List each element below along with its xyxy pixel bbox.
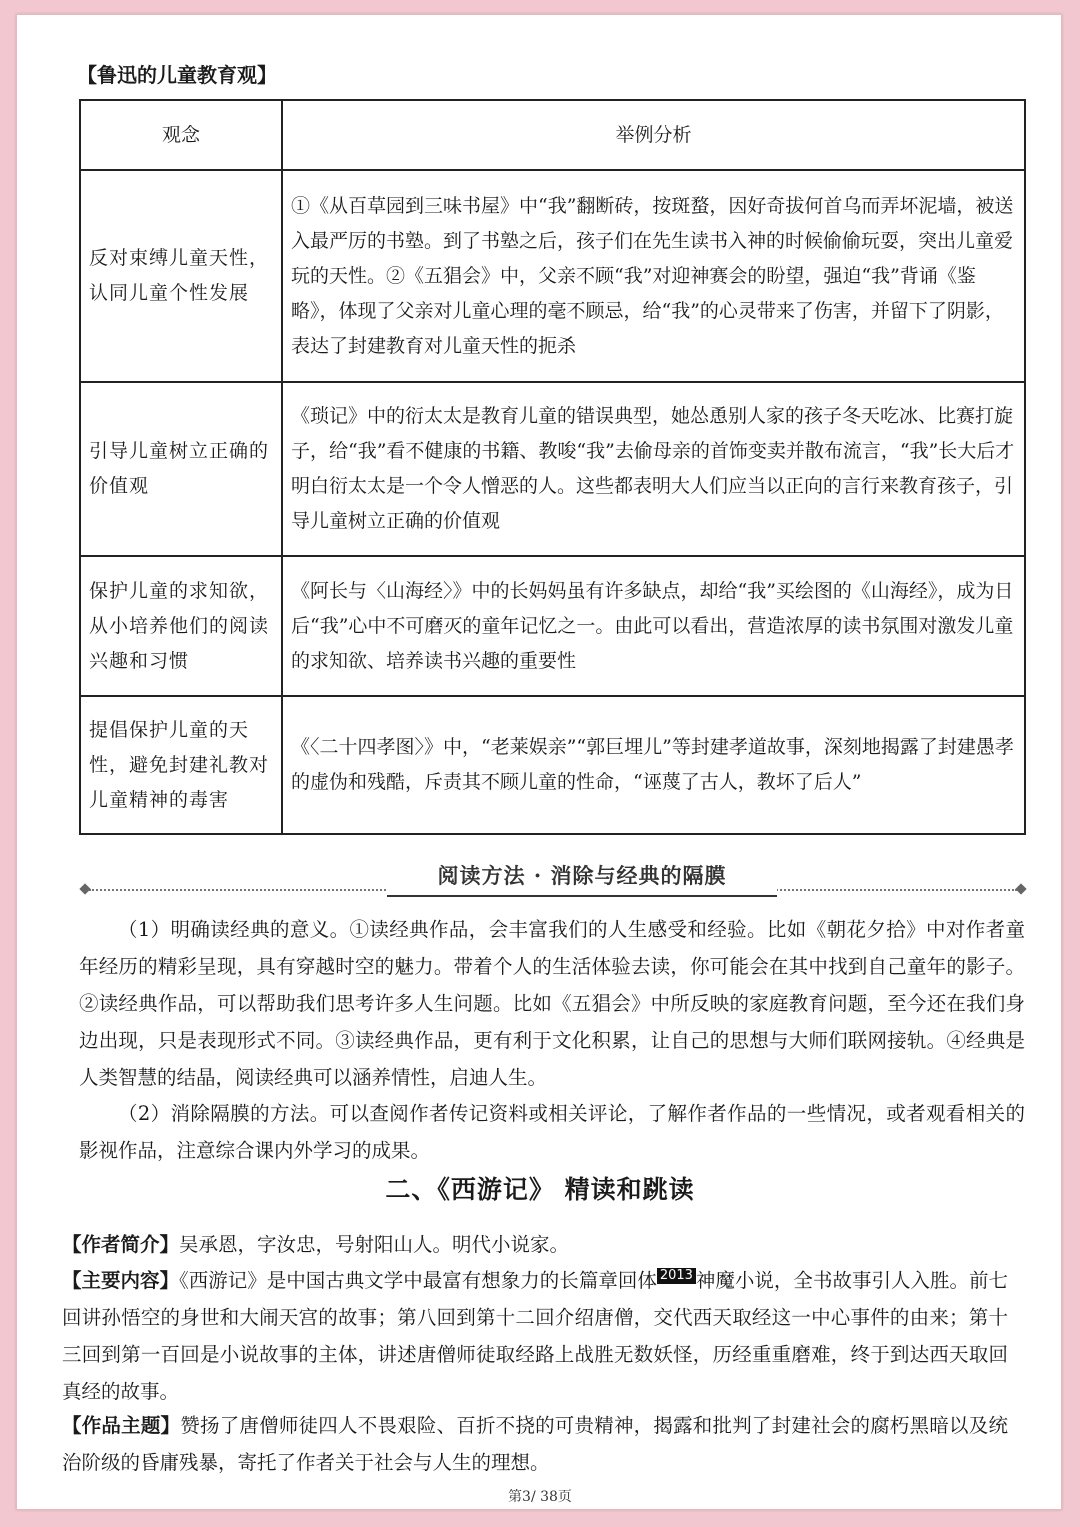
concept-table bbox=[79, 99, 1026, 835]
analysis-cell: 《〈二十四孝图〉》中，“老莱娱亲”“郭巨埋儿”等封建孝道故事，深刻地揭露了封建愚孝的虚伪和残酷，斥责其不顾儿童的性命，“诬蔑了古人，教坏了后人” bbox=[282, 696, 1025, 834]
page-number: 第3/ 38页 bbox=[508, 1489, 572, 1505]
table-row bbox=[80, 556, 1025, 696]
theme-text: 赞扬了唐僧师徒四人不畏艰险、百折不挠的可贵精神，揭露和批判了封建社会的腐朽黑暗以及统治阶级的昏庸残暴，寄托了作者关于社会与人生的理想。 bbox=[62, 1414, 1008, 1474]
section-label: 【鲁迅的儿童教育观】 bbox=[77, 63, 277, 87]
content-text-before: 《西游记》是中国古典文学中最富有想象力的长篇章回体 bbox=[179, 1269, 657, 1292]
content-text-after: 神魔小说，全书故事引人入胜。前七回讲孙悟空的身世和大闹天宫的故事；第八回到第十二回介绍唐僧，交代西天取经这一中心事件的由来；第十三回到第一百回是小说故事的主体，讲述唐僧师徒取经路上战胜无数妖怪，历经重重磨难，终于到达西天取回真经的故事。 bbox=[62, 1269, 1008, 1403]
column-header-concept: 观念 bbox=[80, 100, 282, 170]
author-tag: 【作者简介】 bbox=[62, 1233, 180, 1256]
diamond-icon bbox=[79, 883, 90, 894]
diamond-icon bbox=[1015, 883, 1026, 894]
analysis-cell: 《阿长与〈山海经〉》中的长妈妈虽有许多缺点，却给“我”买绘图的《山海经》，成为日后“我”心中不可磨灭的童年记忆之一。由此可以看出，营造浓厚的读书氛围对激发儿童的求知欲、培养读书兴趣的重要性 bbox=[282, 556, 1025, 696]
concept-cell: 反对束缚儿童天性，认同儿童个性发展 bbox=[80, 170, 282, 382]
concept-cell: 提倡保护儿童的天性，避免封建礼教对儿童精神的毒害 bbox=[80, 696, 282, 834]
work-theme bbox=[62, 1407, 1008, 1481]
analysis-cell: 《琐记》中的衍太太是教育儿童的错误典型，她怂恿别人家的孩子冬天吃冰、比赛打旋子，给“我”看不健康的书籍、教唆“我”去偷母亲的首饰变卖并散布流言，“我”长大后才明白衍太太是一个令人憎恶的人。这些都表明大人们应当以正向的言行来教育孩子，引导儿童树立正确的价值观 bbox=[282, 382, 1025, 556]
divider-title: 阅读方法 · 消除与经典的隔膜 bbox=[387, 863, 777, 897]
section-divider bbox=[77, 863, 1029, 903]
concept-cell: 保护儿童的求知欲，从小培养他们的阅读兴趣和习惯 bbox=[80, 556, 282, 696]
year-badge: 2013 bbox=[657, 1268, 696, 1284]
author-intro bbox=[62, 1226, 1008, 1263]
main-content bbox=[62, 1262, 1008, 1410]
table-row bbox=[80, 382, 1025, 556]
analysis-cell: ①《从百草园到三味书屋》中“我”翻断砖，按斑蝥，因好奇拔何首乌而弄坏泥墙，被送入最严厉的书塾。到了书塾之后，孩子们在先生读书入神的时候偷偷玩耍，突出儿童爱玩的天性。②《五猖会》中，父亲不顾“我”对迎神赛会的盼望，强迫“我”背诵《鉴略》，体现了父亲对儿童心理的毫不顾忌，给“我”的心灵带来了伤害，并留下了阴影，表达了封建教育对儿童天性的扼杀 bbox=[282, 170, 1025, 382]
paragraph-reading-significance: （1）明确读经典的意义。①读经典作品，会丰富我们的人生感受和经验。比如《朝花夕拾》中对作者童年经历的精彩呈现，具有穿越时空的魅力。带着个人的生活体验去读，你可能会在其中找到自己童年的影子。②读经典作品，可以帮助我们思考许多人生问题。比如《五猖会》中所反映的家庭教育问题，至今还在我们身边出现，只是表现形式不同。③读经典作品，更有利于文化积累，让自己的思想与大师们联网接轨。④经典是人类智慧的结晶，阅读经典可以涵养情性，启迪人生。 bbox=[79, 918, 1025, 1089]
table-row bbox=[80, 696, 1025, 834]
table-row bbox=[80, 170, 1025, 382]
paragraph-removal-methods: （2）消除隔膜的方法。可以查阅作者传记资料或相关评论，了解作者作品的一些情况，或者观看相关的影视作品，注意综合课内外学习的成果。 bbox=[79, 1102, 1025, 1162]
chapter-heading: 二、《西游记》 精读和跳读 bbox=[385, 1175, 695, 1204]
concept-cell: 引导儿童树立正确的价值观 bbox=[80, 382, 282, 556]
column-header-analysis: 举例分析 bbox=[282, 100, 1025, 170]
content-tag: 【主要内容】 bbox=[62, 1269, 180, 1292]
table-header-row bbox=[80, 100, 1025, 170]
theme-tag: 【作品主题】 bbox=[62, 1414, 181, 1437]
author-text: 吴承恩，字汝忠，号射阳山人。明代小说家。 bbox=[179, 1233, 570, 1256]
